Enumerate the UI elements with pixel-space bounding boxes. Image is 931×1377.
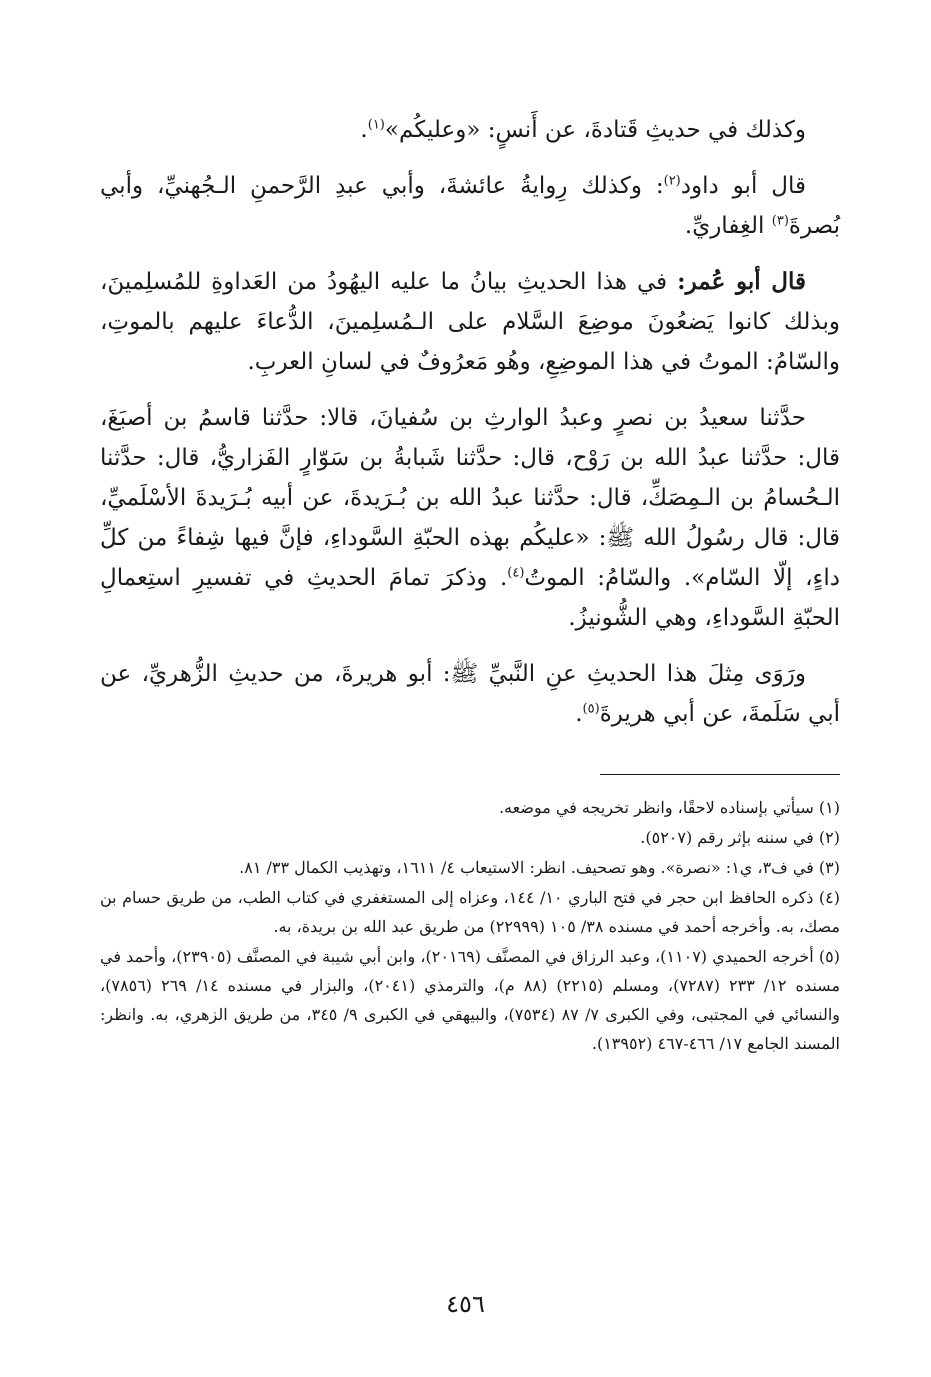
footnote-1-number: (١)	[818, 798, 840, 817]
paragraph-2	[100, 166, 840, 246]
footnote-4-text: ذكره الحافظ ابن حجر في فتح الباري ١٠/ ١٤٤، وعزاه إلى المستغفري في كتاب الطب، من طريق حسام بن مصك، به. وأخرجه أحمد في مسنده ٣٨/ ١٠٥ (٢٢٩٩٩) من طريق عبد الله بن بريدة، به.	[100, 888, 840, 936]
footnote-ref-5[interactable]: (٥)	[582, 701, 600, 717]
paragraph-2-text-1: قال أبو داود	[680, 173, 806, 199]
paragraph-5	[100, 654, 840, 734]
footnote-ref-2[interactable]: (٢)	[663, 173, 681, 189]
footnote-3	[100, 853, 840, 882]
paragraph-2-text-2: : وكذلك رِوايةُ عائشةَ، وأبي عبدِ الرَّحمنِ الـجُهنيِّ، وأبي بُصرةَ	[100, 173, 840, 239]
page-body	[100, 110, 840, 1059]
footnote-3-text: في ف٣، ي١: «نصرة». وهو تصحيف. انظر: الاستيعاب ٤/ ١٦١١، وتهذيب الكمال ٣٣/ ٨١.	[239, 858, 819, 877]
footnote-4-number: (٤)	[818, 888, 841, 907]
paragraph-5-end: .	[575, 701, 583, 727]
paragraph-4-text-2: . وذكرَ تمامَ الحديثِ في تفسيرِ استِعمالِ الحبّةِ السَّوداءِ، وهي الشُّونيزُ.	[100, 565, 840, 631]
paragraph-1-text: وكذلك في حديثِ قَتادةَ، عن أَنسٍ: «وعليكُم»	[384, 117, 806, 143]
paragraph-3-lead: قال أبو عُمر:	[677, 268, 806, 295]
page-number: ٤٥٦	[446, 1290, 485, 1318]
footnote-4	[100, 883, 840, 941]
footnote-ref-4[interactable]: (٤)	[507, 565, 525, 581]
footnote-separator	[600, 774, 840, 775]
paragraph-1	[100, 110, 840, 150]
footnote-5-number: (٥)	[818, 947, 840, 966]
footnote-1-text: سيأتي بإسناده لاحقًا، وانظر تخريجه في موضعه.	[498, 798, 819, 817]
footnotes	[100, 793, 840, 1058]
footnote-ref-3[interactable]: (٣)	[771, 213, 789, 229]
paragraph-4	[100, 398, 840, 638]
footnote-5	[100, 942, 840, 1058]
main-text	[100, 110, 840, 734]
footnote-2	[100, 823, 840, 852]
footnote-ref-1[interactable]: (١)	[367, 117, 385, 133]
paragraph-4-text-1: حدَّثنا سعيدُ بن نصرٍ وعبدُ الوارثِ بن سُفيانَ، قالا: حدَّثنا قاسمُ بن أصبَغَ، قال: حدَّثنا عبدُ الله بن رَوْح، قال: حدَّثنا شَبابةُ بن سَوّارٍ الفَزاريُّ، قال: حدَّثنا الـحُسامُ بن الـمِصَكِّ، قال: حدَّثنا عبدُ الله بن بُـرَيدةَ، عن أبيه بُـرَيدةَ الأسْلَميِّ، قال: قال رسُولُ الله ﷺ: «عليكُم بهذه الحبّةِ السَّوداءِ، فإنَّ فيها شِفاءً من كلِّ داءٍ، إلّا السّام». والسّامُ: الموتُ	[100, 405, 841, 591]
paragraph-5-text: ورَوَى مِثلَ هذا الحديثِ عنِ النَّبيِّ ﷺ: أبو هريرةَ، من حديثِ الزُّهريِّ، عن أبي سَلَمةَ، عن أبي هريرةَ	[100, 661, 840, 727]
footnote-2-number: (٢)	[818, 828, 840, 847]
paragraph-2-text-3: الغِفاريِّ.	[684, 213, 772, 239]
footnote-1	[100, 793, 840, 822]
footnote-2-text: في سننه بإثر رقم (٥٢٠٧).	[640, 828, 819, 847]
footnote-5-text: أخرجه الحميدي (١١٠٧)، وعبد الرزاق في المصنَّف (٢٠١٦٩)، وابن أبي شيبة في المصنَّف (٢٣٩٠٥)، وأحمد في مسنده ١٢/ ٢٣٣ (٧٢٨٧)، ومسلم (٢٢١٥) (٨٨ م)، والترمذي (٢٠٤١)، والبزار في مسنده ١٤/ ٢٦٩ (٧٨٥٦)، والنسائي في المجتبى، وفي الكبرى ٧/ ٨٧ (٧٥٣٤)، والبيهقي في الكبرى ٩/ ٣٤٥، من طريق الزهري، به. وانظر: المسند الجامع ١٧/ ٤٦٦-٤٦٧ (١٣٩٥٢).	[100, 947, 841, 1053]
footnote-3-number: (٣)	[818, 858, 840, 877]
paragraph-3	[100, 262, 840, 382]
paragraph-1-end: .	[360, 117, 368, 143]
paragraph-3-text: في هذا الحديثِ بيانُ ما عليه اليهُودُ من العَداوةِ للمُسلِمينَ، وبذلك كانوا يَضعُونَ موضِعَ السَّلام على الـمُسلِمينَ، الدُّعاءَ عليهم بالموتِ، والسّامُ: الموتُ في هذا الموضِعِ، وهُو مَعرُوفٌ في لسانِ العربِ.	[100, 269, 840, 375]
